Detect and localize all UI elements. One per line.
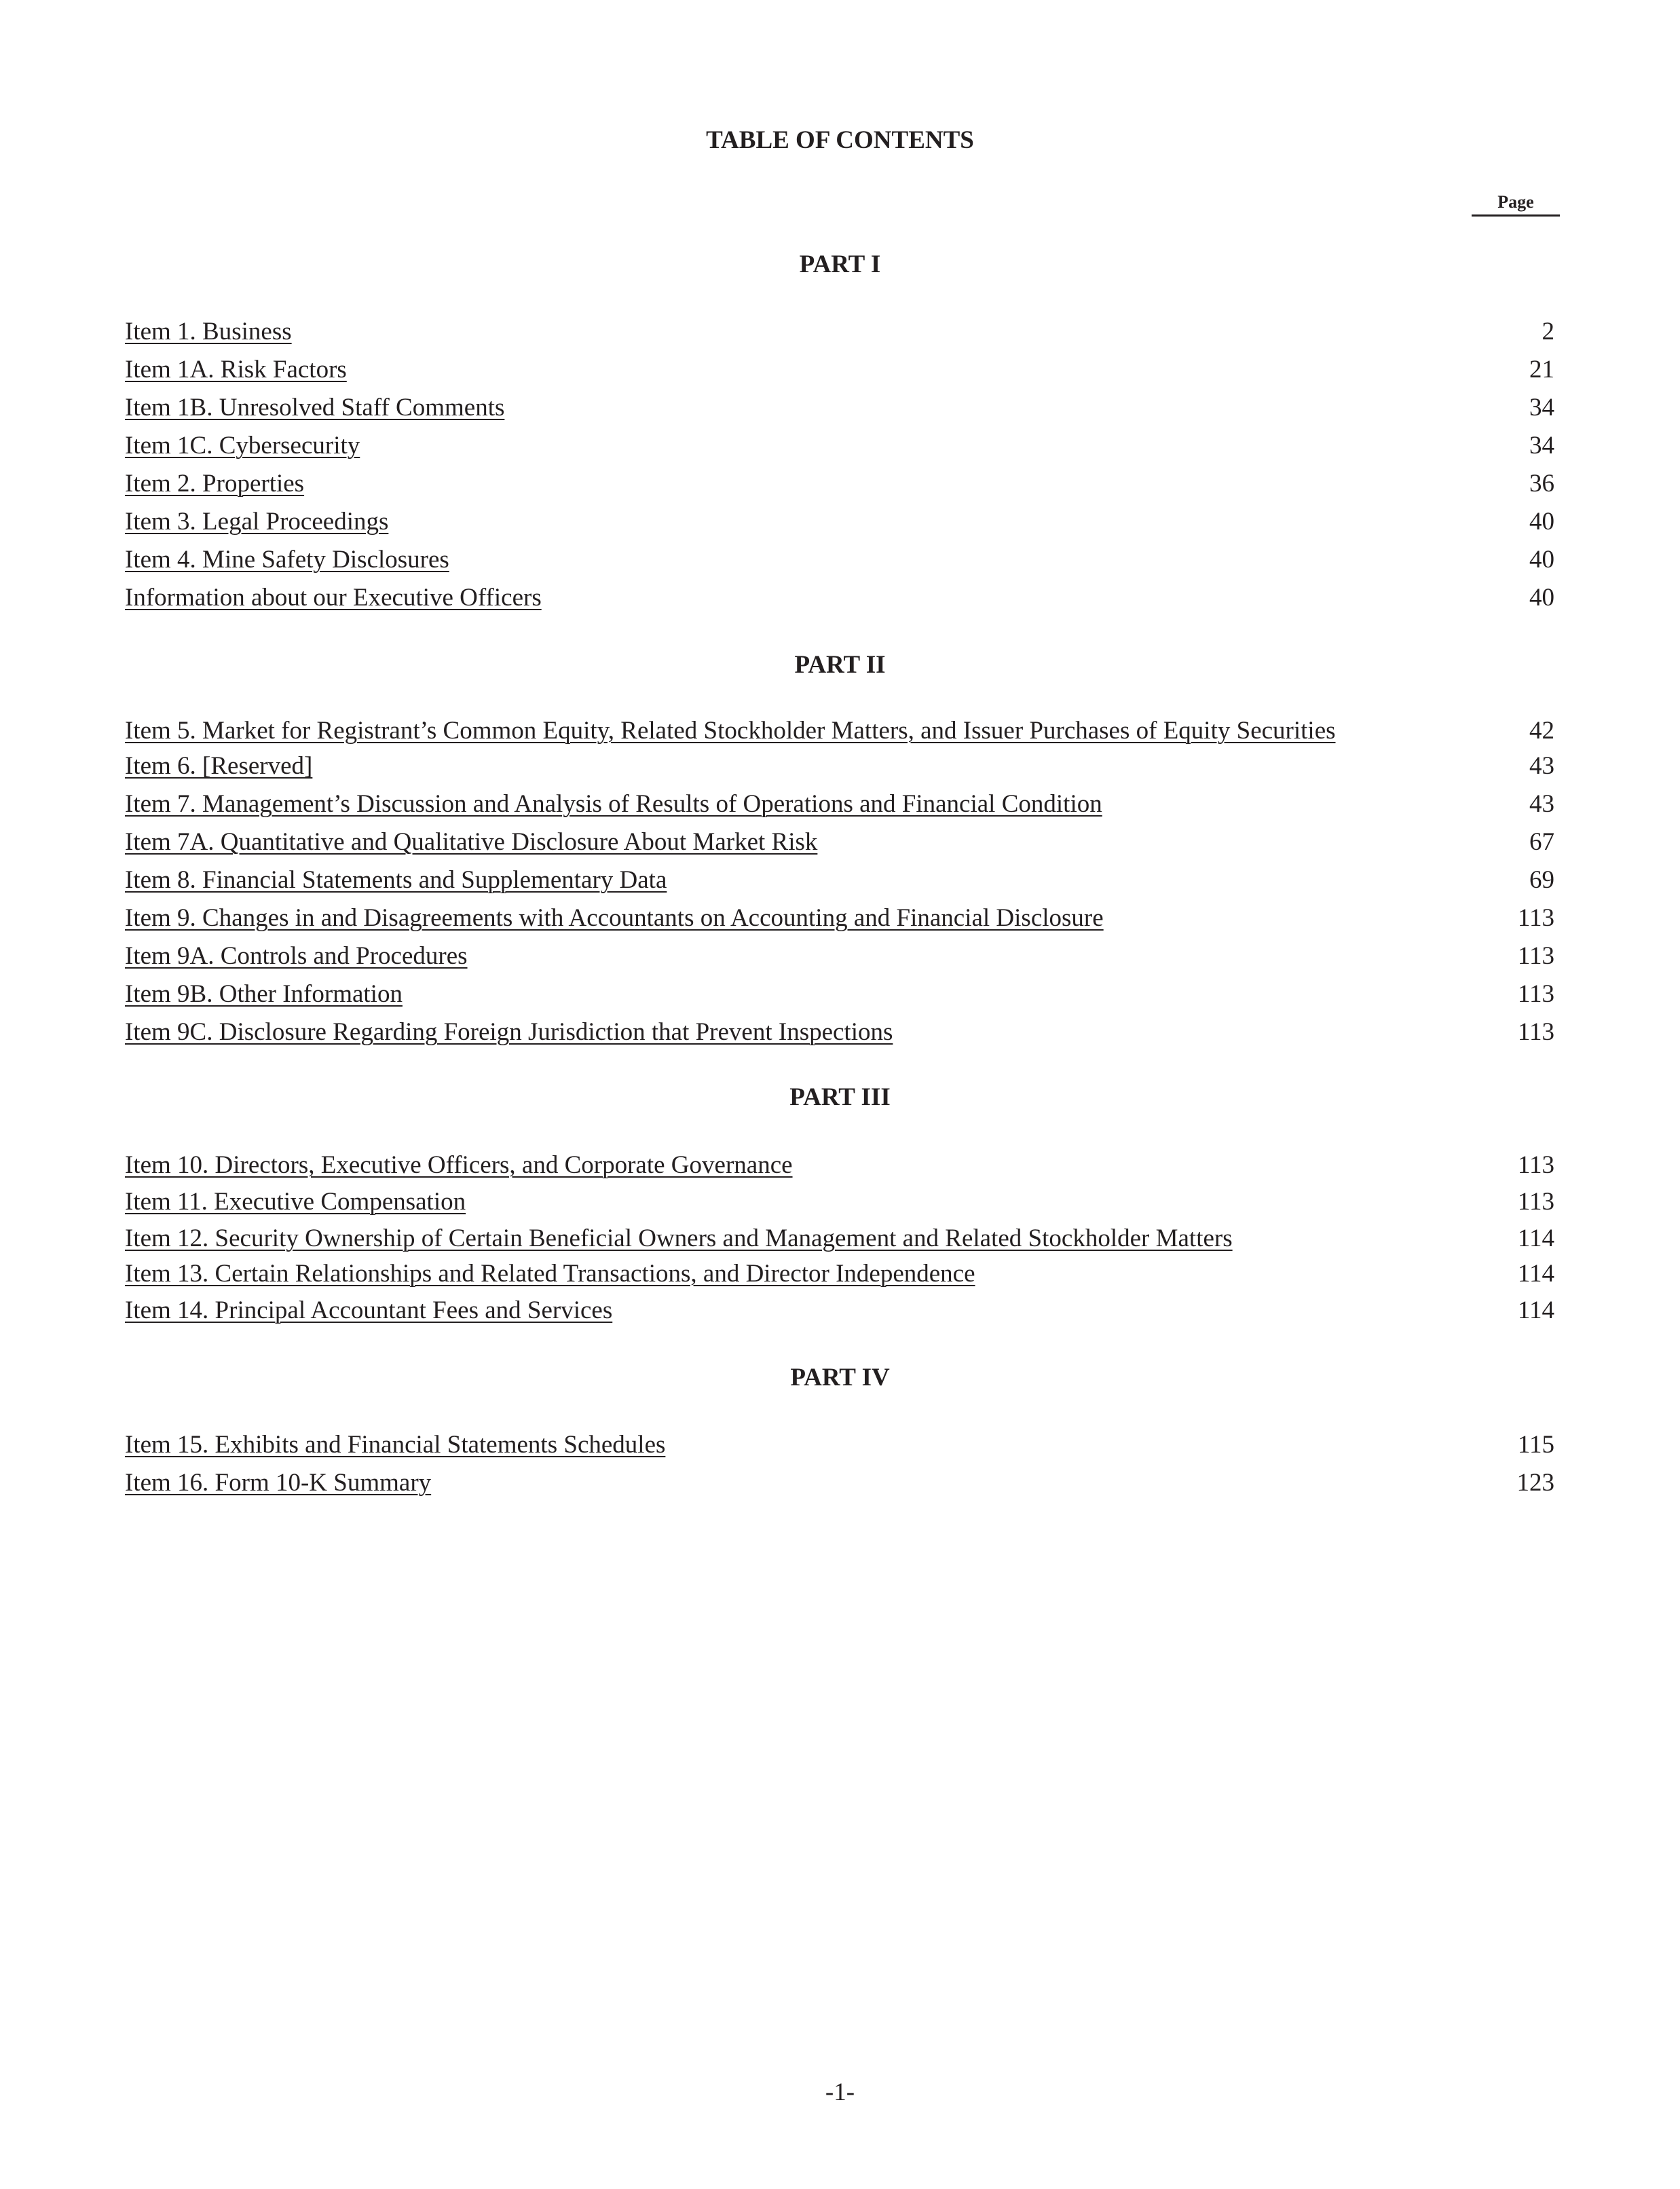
toc-page-number: 113 [1517, 1188, 1554, 1216]
toc-page-number: 40 [1529, 546, 1554, 574]
document-title: TABLE OF CONTENTS [706, 126, 974, 154]
toc-item-link[interactable]: Item 9. Changes in and Disagreements with Accountants on Accounting and Financial Disclosure [125, 904, 1104, 932]
toc-row [125, 977, 1554, 1011]
toc-item-link[interactable]: Item 9A. Controls and Procedures [125, 942, 468, 970]
toc-item-link[interactable]: Item 3. Legal Proceedings [125, 508, 389, 536]
toc-row [125, 749, 1554, 783]
toc-row [125, 939, 1554, 973]
toc-item-link[interactable]: Information about our Executive Officers [125, 584, 542, 612]
toc-item-link[interactable]: Item 16. Form 10-K Summary [125, 1469, 432, 1497]
toc-row [125, 1148, 1554, 1182]
toc-item-link[interactable]: Item 6. [Reserved] [125, 752, 313, 780]
toc-item-link[interactable]: Item 8. Financial Statements and Supplementary Data [125, 866, 667, 894]
toc-row [125, 863, 1554, 897]
toc-page-number: 21 [1529, 356, 1554, 383]
toc-item-link[interactable]: Item 15. Exhibits and Financial Statements Schedules [125, 1431, 666, 1459]
toc-row [125, 1222, 1554, 1256]
toc-page-number: 42 [1529, 717, 1554, 745]
toc-item-link[interactable]: Item 1. Business [125, 318, 292, 345]
toc-item-link[interactable]: Item 2. Properties [125, 470, 305, 498]
toc-page-number: 69 [1529, 866, 1554, 894]
part-heading: PART III [789, 1083, 891, 1111]
toc-item-link[interactable]: Item 1C. Cybersecurity [125, 432, 360, 460]
page-number-footer: -1- [825, 2078, 855, 2106]
part-heading: PART I [799, 250, 881, 278]
toc-item-link[interactable]: Item 1B. Unresolved Staff Comments [125, 394, 505, 422]
toc-item-link[interactable]: Item 1A. Risk Factors [125, 356, 347, 383]
toc-page-number: 36 [1529, 470, 1554, 498]
toc-item-link[interactable]: Item 11. Executive Compensation [125, 1188, 466, 1216]
toc-row [125, 1294, 1554, 1328]
toc-row [125, 825, 1554, 859]
toc-page-number: 34 [1529, 432, 1554, 460]
toc-page-number: 40 [1529, 508, 1554, 536]
toc-row [125, 787, 1554, 821]
part-heading: PART II [794, 651, 886, 679]
toc-page-number: 114 [1517, 1260, 1554, 1288]
toc-row [125, 505, 1554, 539]
toc-row [125, 901, 1554, 935]
toc-page-number: 40 [1529, 584, 1554, 612]
toc-item-link[interactable]: Item 10. Directors, Executive Officers, and Corporate Governance [125, 1151, 793, 1179]
toc-page-number: 113 [1517, 904, 1554, 932]
toc-row [125, 1466, 1554, 1500]
toc-row [125, 429, 1554, 463]
toc-item-link[interactable]: Item 9C. Disclosure Regarding Foreign Jurisdiction that Prevent Inspections [125, 1018, 893, 1046]
toc-page-number: 113 [1517, 1018, 1554, 1046]
toc-row [125, 1185, 1554, 1219]
toc-row [125, 1428, 1554, 1462]
toc-item-link[interactable]: Item 9B. Other Information [125, 980, 403, 1008]
toc-page-number: 114 [1517, 1224, 1554, 1252]
toc-item-link[interactable]: Item 13. Certain Relationships and Related Transactions, and Director Independence [125, 1260, 975, 1288]
toc-row [125, 543, 1554, 577]
toc-item-link[interactable]: Item 5. Market for Registrant’s Common Equity, Related Stockholder Matters, and Issuer Purchases of Equity Securities [125, 717, 1336, 745]
toc-page-number: 113 [1517, 980, 1554, 1008]
toc-row [125, 391, 1554, 425]
toc-page-number: 34 [1529, 394, 1554, 422]
toc-page-number: 113 [1517, 1151, 1554, 1179]
toc-page-number: 2 [1542, 318, 1554, 345]
toc-page-number: 43 [1529, 790, 1554, 818]
page-column-header: Page [1472, 191, 1560, 217]
toc-item-link[interactable]: Item 7A. Quantitative and Qualitative Disclosure About Market Risk [125, 828, 818, 856]
toc-row [125, 1257, 1554, 1291]
toc-row [125, 315, 1554, 349]
toc-row [125, 353, 1554, 387]
toc-page-number: 114 [1517, 1296, 1554, 1324]
toc-item-link[interactable]: Item 12. Security Ownership of Certain Beneficial Owners and Management and Related Stockholder Matters [125, 1224, 1233, 1252]
part-heading: PART IV [790, 1364, 890, 1391]
toc-page-number: 67 [1529, 828, 1554, 856]
toc-row [125, 581, 1554, 615]
toc-page-number: 43 [1529, 752, 1554, 780]
toc-row [125, 467, 1554, 501]
toc-page-number: 123 [1516, 1469, 1554, 1497]
toc-page-number: 115 [1517, 1431, 1554, 1459]
toc-page-number: 113 [1517, 942, 1554, 970]
toc-row [125, 714, 1554, 748]
toc-row [125, 1015, 1554, 1049]
toc-item-link[interactable]: Item 4. Mine Safety Disclosures [125, 546, 449, 574]
toc-item-link[interactable]: Item 7. Management’s Discussion and Analysis of Results of Operations and Financial Condition [125, 790, 1102, 818]
toc-item-link[interactable]: Item 14. Principal Accountant Fees and Services [125, 1296, 613, 1324]
